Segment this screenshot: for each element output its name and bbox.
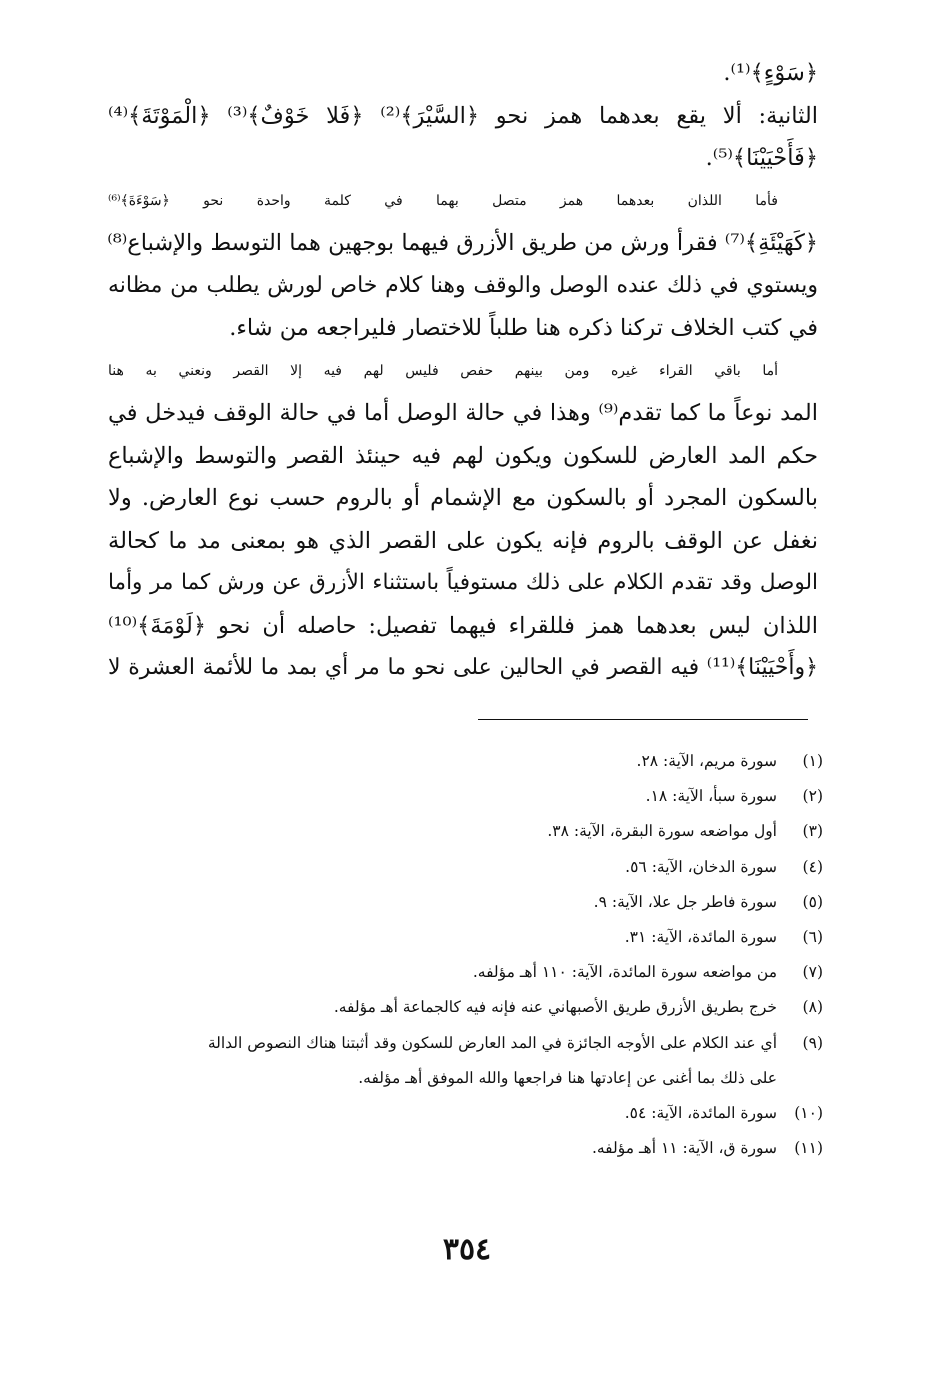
text-line-15: ﴿وأَحْيَيْنَا﴾⁽¹¹⁾ فيه القصر في الحالين على نحو ما مر أي بمد ما للأئمة العشرة لا [108, 655, 818, 680]
text-line-12: نغفل عن الوقف بالروم فإنه يكون على القصر الذي هو بمعنى مد ما كحالة [108, 527, 818, 554]
footnote-number: (٢) [802, 787, 823, 806]
footnote-text: سورة الدخان، الآية: ٥٦. [625, 857, 777, 876]
text-line-7: في كتب الخلاف تركنا ذكره هنا طلباً للاختصار فليراجعه من شاء. [229, 315, 818, 341]
footnote-5 [40, 885, 823, 920]
footnote-text: سورة ق، الآية: ١١ أهـ مؤلفه. [591, 1139, 777, 1158]
footnote-9 [40, 1026, 823, 1096]
footnote-number: (١) [802, 752, 823, 770]
footnote-text: أول مواضعه سورة البقرة، الآية: ٣٨. [547, 822, 777, 841]
footnote-text: سورة المائدة، الآية: ٥٤. [624, 1104, 777, 1123]
footnote-text: خرج بطريق الأزرق طريق الأصبهاني عنه فإنه فيه كالجماعة أهـ مؤلفه. [333, 998, 777, 1017]
footnote-8 [40, 990, 823, 1025]
footnote-11 [40, 1131, 823, 1166]
text-line-11: بالسكون المجرد أو بالسكون مع الإشمام أو بالروم حسب نوع العارض. ولا [108, 485, 818, 511]
page-number: ٣٥٤ [442, 1232, 492, 1267]
footnote-number: (٧) [802, 963, 823, 982]
footnote-number: (٣) [802, 822, 823, 841]
footnote-text: سورة سبأ، الآية: ١٨. [645, 787, 777, 806]
footnote-text-continued: على ذلك بما أغنى عن إعادتها هنا فراجعها والله الموفق أهـ مؤلفه. [358, 1068, 777, 1087]
footnote-text: سورة المائدة، الآية: ٣١. [624, 928, 777, 947]
text-line-5: ﴿كَهَيْئَةِ﴾⁽⁷⁾ فقرأ ورش من طريق الأزرق فيهما بوجهين هما التوسط والإشباع⁽⁸⁾ [107, 230, 818, 256]
footnote-4 [40, 850, 823, 885]
text-line-3: ﴿فَأَحْيَيْنَا﴾⁽⁵⁾. [705, 145, 818, 171]
text-line-10: حكم المد العارض للسكون ويكون لهم فيه حينئذ القصر والتوسط والإشباع [108, 442, 818, 469]
footnote-text: أي عند الكلام على الأوجه الجائزة في المد العارض للسكون وقد أثبتنا هناك النصوص الدالة [207, 1033, 777, 1052]
footnote-number: (٥) [802, 892, 823, 911]
text-line-1: ﴿سَوْءٍ﴾⁽¹⁾. [723, 60, 818, 86]
footnote-text: سورة فاطر جل علا، الآية: ٩. [593, 892, 777, 911]
footnote-6 [40, 920, 823, 955]
footnote-2 [40, 779, 823, 814]
text-line-2: الثانية: ألا يقع بعدهما همز نحو ﴿السَّيْرَ﴾⁽²⁾ ﴿فَلا خَوْفٌ﴾⁽³⁾ ﴿الْمَوْتَةَ﴾⁽⁴⁾ [108, 102, 818, 129]
text-line-9: المد نوعاً ما كما تقدم⁽⁹⁾ وهذا في حالة الوصل أما في حالة الوقف فيدخل في [108, 400, 818, 426]
footnote-text-block [40, 1026, 777, 1096]
footnote-number: (١١) [794, 1139, 823, 1158]
footnote-number: (٨) [802, 998, 823, 1017]
text-line-14: اللذان ليس بعدهما همز فللقراء فيهما تفصيل: حاصله أن نحو ﴿لَوْمَةَ﴾⁽¹⁰⁾ [108, 612, 818, 639]
text-line-4: فأما اللذان بعدهما همز متصل بهما في كلمة واحدة نحو ﴿سَوْءَةَ﴾⁽⁶⁾ [108, 192, 778, 209]
footnote-divider [478, 719, 808, 720]
footnote-number: (٦) [802, 928, 823, 947]
footnote-1 [40, 744, 823, 779]
footnote-number: (١٠) [794, 1104, 823, 1123]
footnotes [40, 744, 823, 1166]
text-line-13: الوصل وقد تقدم الكلام على ذلك مستوفياً باستثناء الأزرق عن ورش كما مر وأما [108, 570, 818, 595]
footnote-7 [40, 955, 823, 990]
main-text [108, 52, 818, 690]
footnote-3 [40, 814, 823, 849]
footnote-10 [40, 1096, 823, 1131]
footnote-number: (٤) [802, 857, 823, 876]
footnote-number: (٩) [802, 1033, 823, 1052]
text-line-8: أما باقي القراء غيره ومن بينهم حفص فليس لهم فيه إلا القصر ونعني به هنا [108, 362, 778, 379]
footnote-text: سورة مريم، الآية: ٢٨. [636, 752, 777, 770]
footnote-text: من مواضعه سورة المائدة، الآية: ١١٠ أهـ مؤلفه. [472, 963, 777, 982]
text-line-6: ويستوي في ذلك عنده الوصل والوقف وهنا كلام خاص لورش يطلب من مظانه [108, 272, 818, 298]
